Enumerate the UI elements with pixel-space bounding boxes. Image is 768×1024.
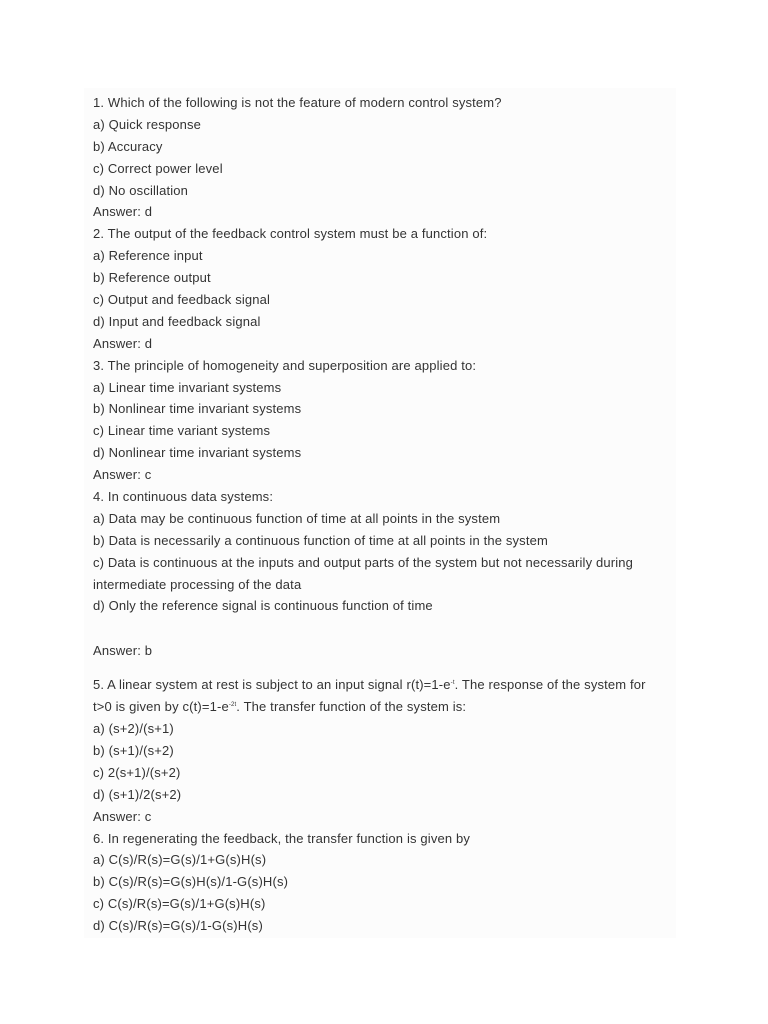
question-3: 3. The principle of homogeneity and superposition are applied to:: [93, 357, 477, 373]
option-3d: d) Nonlinear time invariant systems: [93, 445, 302, 461]
option-1b: b) Accuracy: [93, 138, 163, 154]
option-4b: b) Data is necessarily a continuous function of time at all points in the system: [93, 532, 548, 548]
option-5a: a) (s+2)/(s+1): [93, 721, 174, 737]
question-5-text-1: 5. A linear system at rest is subject to an input signal r(t)=1-e: [93, 677, 451, 693]
option-1d: d) No oscillation: [93, 182, 189, 198]
option-6d: d) C(s)/R(s)=G(s)/1-G(s)H(s): [93, 918, 263, 934]
spacer: [93, 617, 683, 640]
answer-3: Answer: c: [93, 467, 152, 483]
exponent-input: -t: [450, 680, 455, 687]
option-2c: c) Output and feedback signal: [93, 292, 271, 308]
option-3a: a) Linear time invariant systems: [93, 379, 282, 395]
option-2a: a) Reference input: [93, 248, 203, 264]
option-4c-continued: intermediate processing of the data: [93, 576, 302, 592]
option-6b: b) C(s)/R(s)=G(s)H(s)/1-G(s)H(s): [93, 874, 289, 890]
question-6: 6. In regenerating the feedback, the transfer function is given by: [93, 830, 471, 846]
question-5-text-2: . The response of the system for: [454, 677, 646, 693]
option-6c: c) C(s)/R(s)=G(s)/1+G(s)H(s): [93, 896, 266, 912]
option-5d: d) (s+1)/2(s+2): [93, 786, 182, 802]
option-2b: b) Reference output: [93, 270, 211, 286]
quiz-content: [93, 92, 683, 937]
option-3c: c) Linear time variant systems: [93, 423, 271, 439]
question-2: 2. The output of the feedback control system must be a function of:: [93, 226, 488, 242]
option-3b: b) Nonlinear time invariant systems: [93, 401, 302, 417]
question-4: 4. In continuous data systems:: [93, 489, 274, 505]
answer-1: Answer: d: [93, 204, 153, 220]
question-1: 1. Which of the following is not the feature of modern control system?: [93, 95, 502, 110]
answer-5: Answer: c: [93, 808, 152, 824]
option-5b: b) (s+1)/(s+2): [93, 742, 174, 758]
option-4c: c) Data is continuous at the inputs and output parts of the system but not necessarily during: [93, 554, 634, 570]
option-5c: c) 2(s+1)/(s+2): [93, 764, 181, 780]
option-4a: a) Data may be continuous function of time at all points in the system: [93, 510, 501, 526]
answer-2: Answer: d: [93, 335, 153, 351]
answer-4: Answer: b: [93, 643, 153, 659]
option-6a: a) C(s)/R(s)=G(s)/1+G(s)H(s): [93, 852, 267, 868]
option-4d: d) Only the reference signal is continuous function of time: [93, 598, 433, 614]
question-5-line-1: [93, 674, 683, 696]
option-1c: c) Correct power level: [93, 160, 223, 176]
option-1a: a) Quick response: [93, 116, 202, 132]
option-2d: d) Input and feedback signal: [93, 313, 261, 329]
question-5-text-4: . The transfer function of the system is:: [236, 699, 467, 715]
question-5-text-3: t>0 is given by c(t)=1-e: [93, 699, 229, 715]
spacer: [93, 662, 683, 674]
question-5-line-2: [93, 696, 683, 718]
exponent-response: -2t: [228, 702, 237, 709]
